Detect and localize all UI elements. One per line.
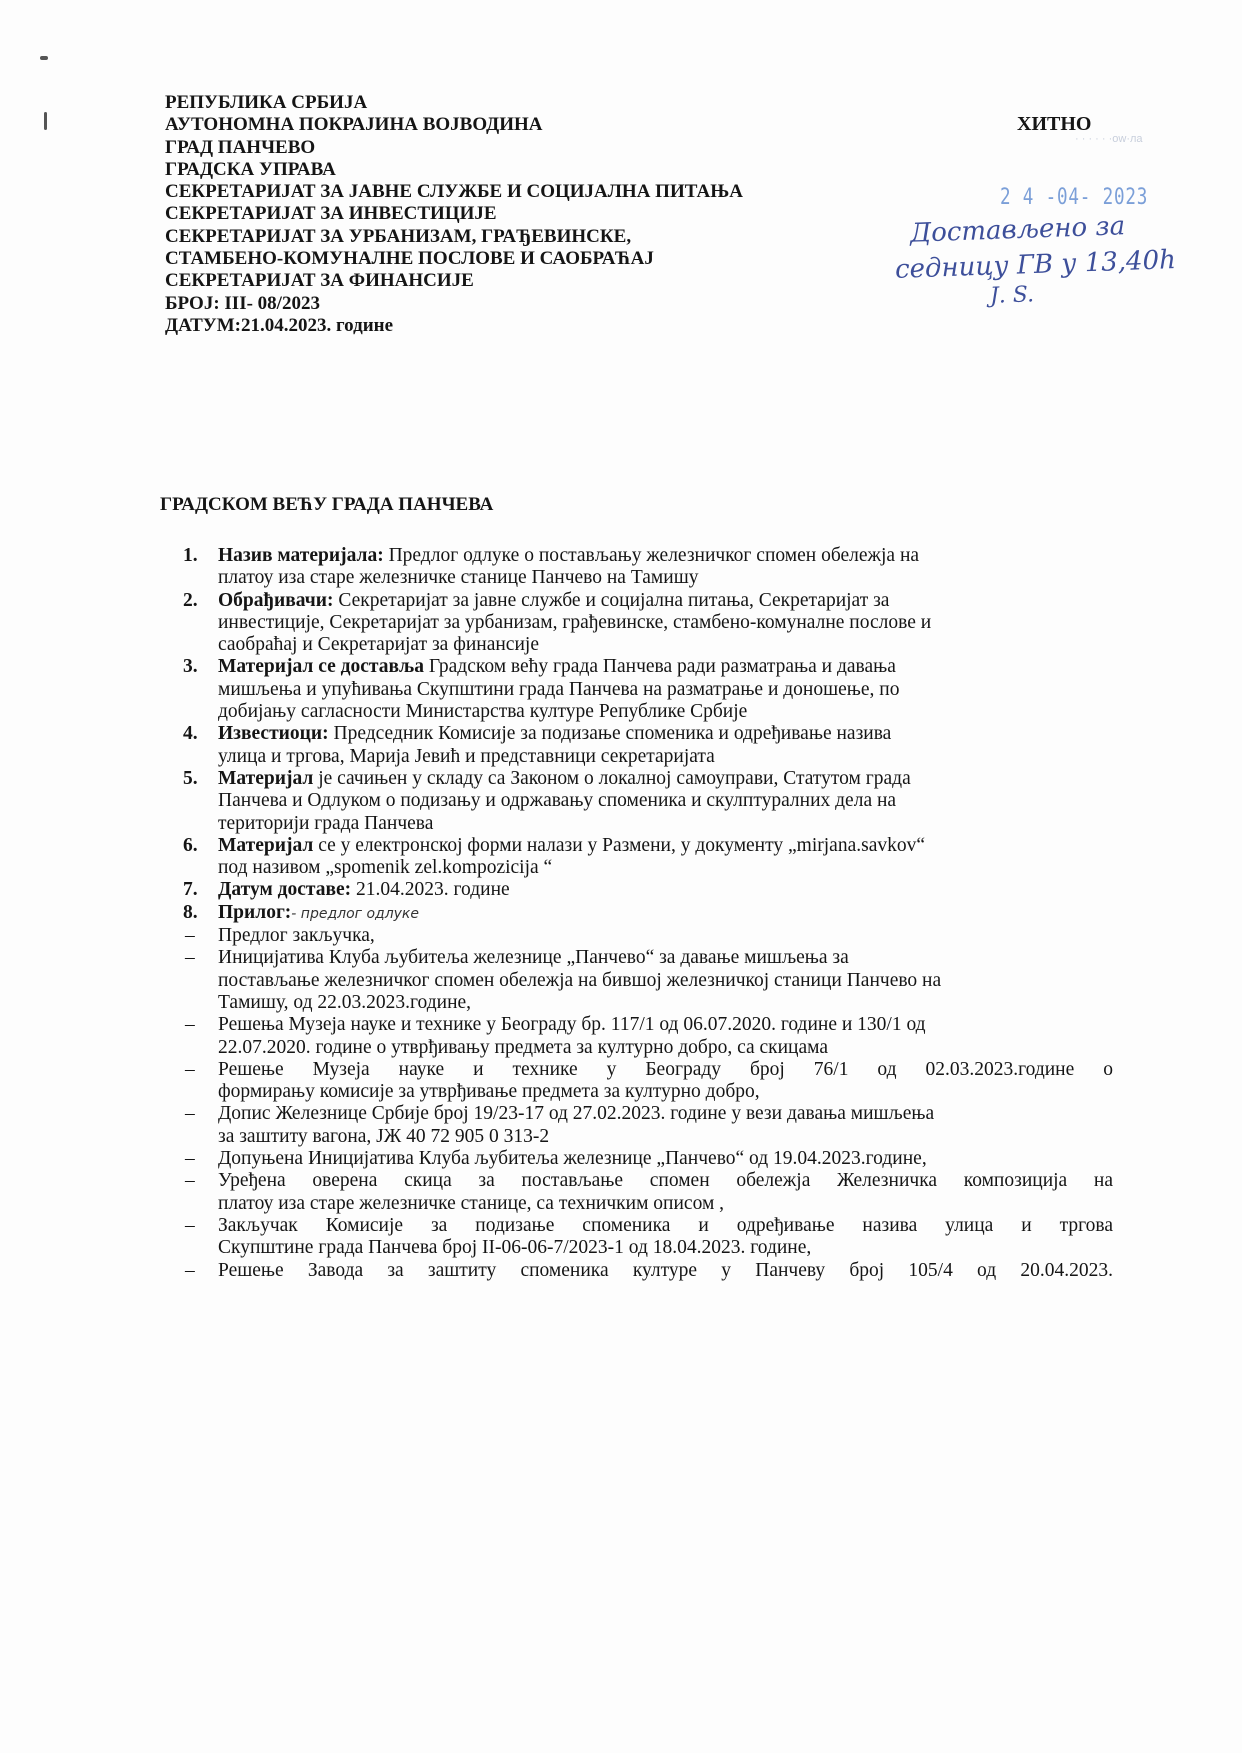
item-number: 4.: [183, 723, 198, 745]
attachment-line: формирању комисије за утврђивање предмета за културно добро,: [218, 1081, 760, 1103]
item-number: 6.: [183, 834, 198, 856]
handwritten-note-line: седницу ГВ у 13,40h: [894, 245, 1177, 285]
item-text: Градском већу града Панчева ради разматрања и давања: [423, 656, 896, 678]
header-line: РЕПУБЛИКА СРБИЈА: [165, 92, 368, 113]
header-line: СЕКРЕТАРИЈАТ ЗА ФИНАНСИЈЕ: [165, 270, 474, 292]
item-line: [218, 857, 1113, 879]
header-line: СЕКРЕТАРИЈАТ ЗА ИНВЕСТИЦИЈЕ: [165, 203, 497, 225]
attachment-item: [183, 1014, 1113, 1059]
addressee: ГРАДСКОМ ВЕЋУ ГРАДА ПАНЧЕВА: [160, 494, 494, 515]
item-text: инвестиције, Секретаријат за урбанизам, грађевинске, стамбено-комуналне послове и: [218, 611, 932, 633]
list-item: [183, 835, 1113, 880]
item-text: се у електронској форми налази у Размени, у документу „mirjana.savkov“: [313, 834, 925, 856]
list-item: [183, 902, 1113, 925]
item-line: [218, 902, 1113, 925]
attachment-item: [183, 1103, 1113, 1148]
header-line: ГРАД ПАНЧЕВО: [165, 136, 316, 158]
item-line: [218, 879, 1113, 901]
item-line: [218, 723, 1113, 745]
item-text: Секретаријат за јавне службе и социјална питања, Секретаријат за: [333, 589, 890, 611]
item-number: 8.: [183, 901, 198, 923]
item-text: је сачињен у складу са Законом о локалној самоуправи, Статутом града: [313, 767, 911, 789]
item-line: [218, 567, 1113, 589]
list-item: [183, 590, 1113, 657]
list-item: [183, 656, 1113, 723]
item-label: Материјал: [218, 834, 314, 856]
item-line: [218, 612, 1113, 634]
attachment-item: [183, 1170, 1113, 1215]
item-line: [218, 656, 1113, 678]
list-item: [183, 723, 1113, 768]
sender-header: [165, 92, 743, 337]
item-text: улица и тргова, Марија Јевић и представници секретаријата: [218, 745, 715, 767]
handwritten-annotation: - предлог одлуке: [291, 905, 419, 922]
item-line: [218, 590, 1113, 612]
received-date-stamp: 2 4 -04- 2023: [1000, 185, 1149, 210]
item-label: Обрађивачи:: [218, 589, 334, 611]
item-text: Предлог одлуке о постављању железничког спомен обележја на: [383, 545, 920, 566]
header-line: ГРАДСКА УПРАВА: [165, 158, 336, 180]
handwritten-note-line: Ј. S.: [989, 282, 1035, 309]
header-line: БРОЈ: III- 08/2023: [165, 292, 320, 314]
attachment-line: Допуњена Иницијатива Клуба љубитеља железнице „Панчево“ од 19.04.2023.године,: [218, 1148, 927, 1170]
attachment-line: Решење Музеја науке и технике у Београду број 76/1 од 02.03.2023.године о: [218, 1058, 1113, 1080]
item-line: [218, 813, 1113, 835]
attachment-item: [183, 1260, 1113, 1282]
attachment-line: Скупштине града Панчева број II-06-06-7/2023-1 од 18.04.2023. године,: [218, 1237, 812, 1259]
dash-bullet: –: [185, 1148, 195, 1170]
attachment-line: платоу иза старе железничке станице, са техничким описом ,: [218, 1192, 725, 1214]
item-label: Материјал: [218, 767, 314, 789]
attachment-item: [183, 1148, 1113, 1170]
item-line: [218, 746, 1113, 768]
header-line: СЕКРЕТАРИЈАТ ЗА ЈАВНЕ СЛУЖБЕ И СОЦИЈАЛНА ПИТАЊА: [165, 181, 743, 203]
material-list: [183, 545, 1113, 1282]
list-item: [183, 768, 1113, 835]
dash-bullet: –: [185, 947, 195, 969]
item-text: 21.04.2023. године: [351, 879, 510, 901]
scan-mark: [44, 112, 47, 130]
item-line: [218, 835, 1113, 857]
dash-bullet: –: [185, 1014, 195, 1036]
item-number: 5.: [183, 767, 198, 789]
urgent-label: ХИТНО: [1017, 113, 1092, 135]
dash-bullet: –: [185, 1214, 195, 1236]
dash-bullet: –: [185, 1259, 195, 1281]
item-label: Материјал се доставља: [218, 656, 424, 678]
attachment-line: Тамишу, од 22.03.2023.године,: [218, 991, 472, 1013]
item-label: Датум доставе:: [218, 879, 352, 901]
scan-mark: [40, 56, 48, 60]
item-text: Председник Комисије за подизање споменика и одређивање назива: [328, 723, 892, 745]
handwritten-note-line: Достављено за: [909, 211, 1126, 249]
dash-bullet: –: [185, 1058, 195, 1080]
item-label: Назив материјала:: [218, 545, 384, 566]
header-line: ДАТУМ:21.04.2023. године: [165, 314, 394, 336]
item-text: добијању сагласности Министарства културе Републике Србије: [218, 701, 748, 723]
attachment-line: Допис Железнице Србије број 19/23-17 од 27.02.2023. године у вези давања мишљења: [218, 1103, 935, 1125]
item-number: 1.: [183, 545, 198, 566]
item-label: Прилог:: [218, 901, 292, 923]
header-line: АУТОНОМНА ПОКРАЈИНА ВОЈВОДИНА: [165, 114, 543, 136]
item-text: под називом „spomenik zel.kompozicija “: [218, 857, 553, 879]
item-text: платоу иза старе железничке станице Панчево на Тамишу: [218, 567, 699, 589]
item-label: Известиоци:: [218, 723, 329, 745]
header-line: СЕКРЕТАРИЈАТ ЗА УРБАНИЗАМ, ГРАЂЕВИНСКЕ,: [165, 225, 632, 247]
item-line: [218, 790, 1113, 812]
item-number: 3.: [183, 656, 198, 678]
item-text: Панчева и Одлуком о подизању и одржавању споменика и скулптуралних дела на: [218, 790, 897, 812]
attachment-line: Предлог закључка,: [218, 925, 375, 947]
attachment-item: [183, 925, 1113, 947]
dash-bullet: –: [185, 1103, 195, 1125]
attachment-item: [183, 947, 1113, 1014]
dash-bullet: –: [185, 925, 195, 947]
item-text: територији града Панчева: [218, 812, 434, 834]
item-number: 7.: [183, 879, 198, 901]
attachment-item: [183, 1215, 1113, 1260]
attachment-line: Решења Музеја науке и технике у Београду бр. 117/1 од 06.07.2020. године и 130/1 од: [218, 1014, 926, 1036]
attachment-item: [183, 1059, 1113, 1104]
item-text: мишљења и упућивања Скупштини града Панчева на разматрање и доношење, по: [218, 678, 900, 700]
attachment-line: Иницијатива Клуба љубитеља железнице „Панчево“ за давање мишљења за: [218, 947, 849, 969]
list-item: [183, 879, 1113, 901]
item-line: [218, 768, 1113, 790]
item-line: [218, 701, 1113, 723]
attachment-line: Уређена оверена скица за постављање спомен обележја Железничка композиција на: [218, 1170, 1113, 1192]
attachment-line: Решење Завода за заштиту споменика културе у Панчеву број 105/4 од 20.04.2023.: [218, 1259, 1113, 1281]
list-item: [183, 545, 1113, 590]
attachment-line: постављање железничког спомен обележја на бившој железничкој станици Панчево на: [218, 969, 942, 991]
attachment-line: за заштиту вагона, ЈЖ 40 72 905 0 313-2: [218, 1125, 550, 1147]
header-line: СТАМБЕНО-КОМУНАЛНЕ ПОСЛОВЕ И САОБРАЋАЈ: [165, 248, 654, 270]
attachment-line: 22.07.2020. године о утврђивању предмета за културно добро, са скицама: [218, 1036, 829, 1058]
item-line: [218, 679, 1113, 701]
item-line: [218, 634, 1113, 656]
dash-bullet: –: [185, 1170, 195, 1192]
item-text: саобраћај и Секретаријат за финансије: [218, 634, 539, 656]
faint-stamp-mark: · · · · · ·ow·ла: [1075, 133, 1143, 145]
item-number: 2.: [183, 589, 198, 611]
item-line: [218, 545, 1113, 567]
attachment-line: Закључак Комисије за подизање споменика и одређивање назива улица и тргова: [218, 1214, 1113, 1236]
